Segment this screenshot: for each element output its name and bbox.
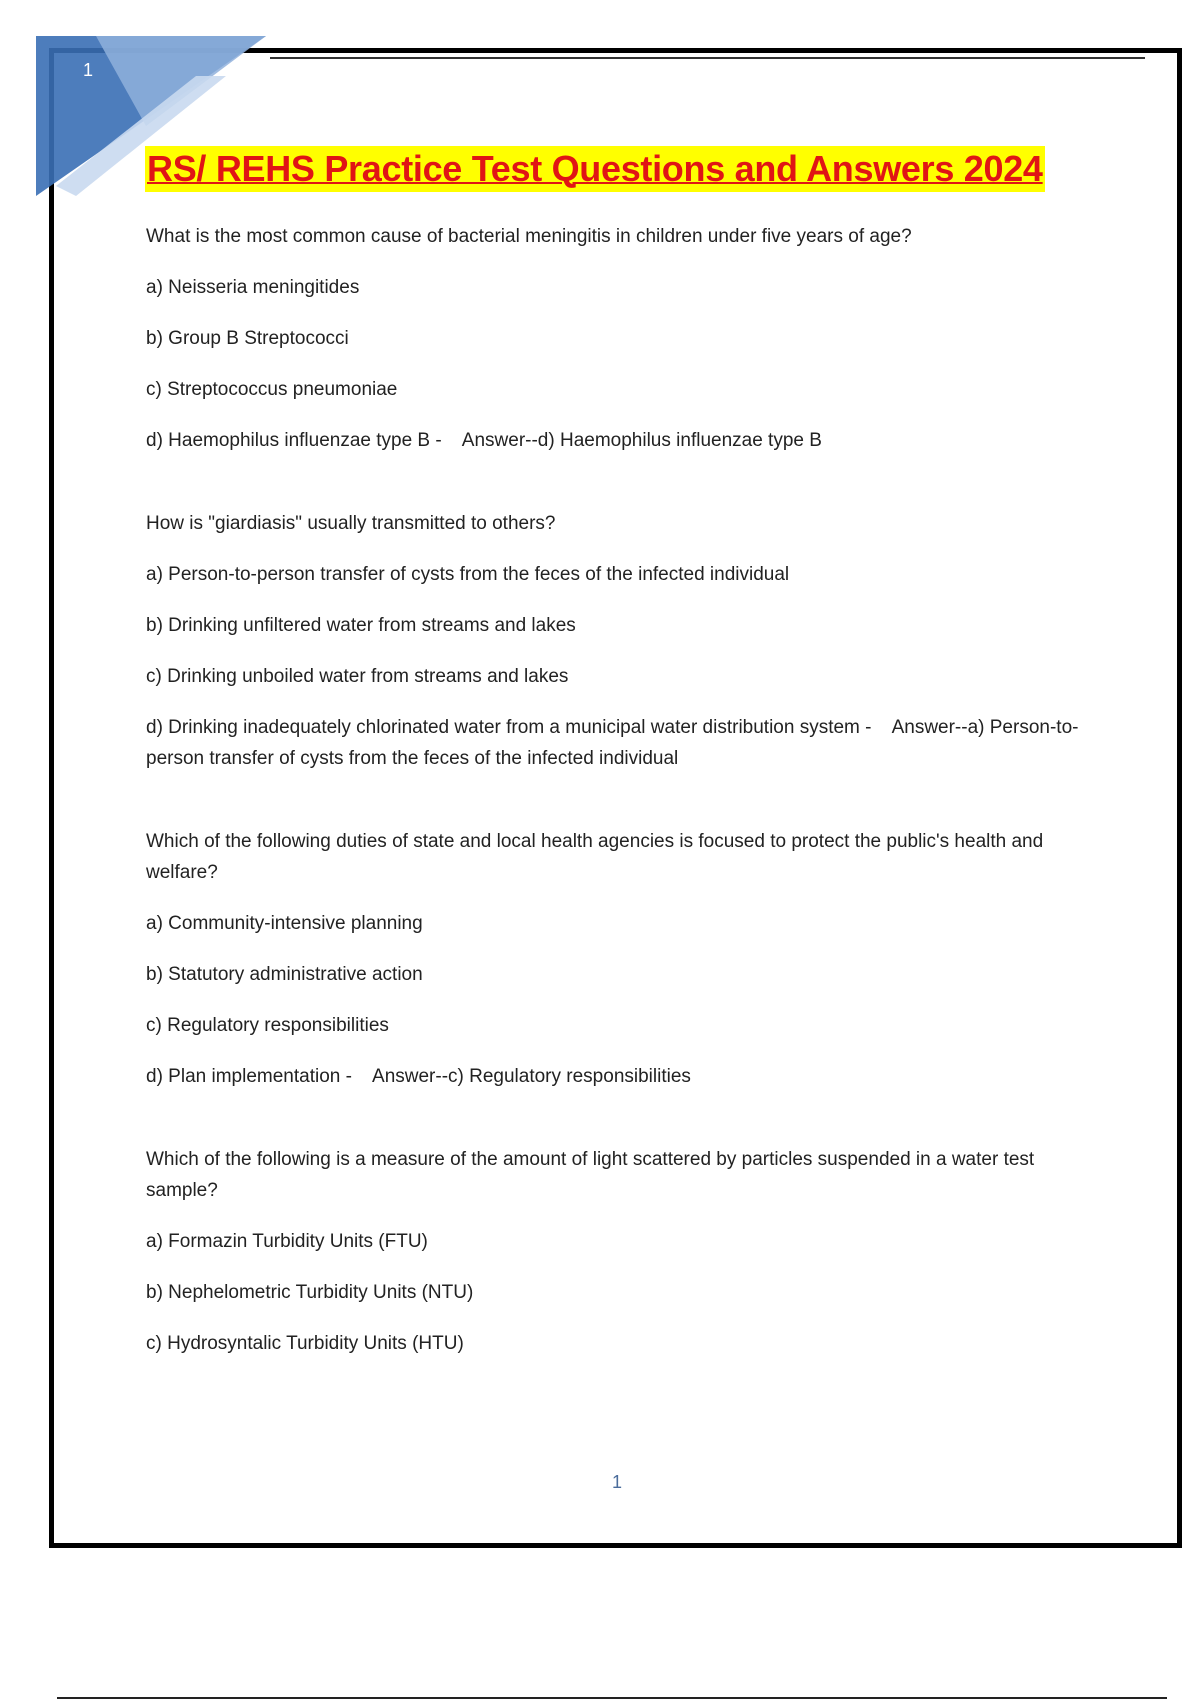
question-text: What is the most common cause of bacterial meningitis in children under five years of age? [146,226,912,247]
question-block [146,1144,1086,1359]
correct-answer: Answer--c) Regulatory responsibilities [372,1066,691,1087]
answer-option-last: d) Plan implementation - [146,1066,352,1087]
answer-option-with-key [146,1061,1086,1092]
answer-option: b) Drinking unfiltered water from streams and lakes [146,615,576,636]
questions-list [146,221,1086,1411]
answer-option-with-key [146,425,1086,456]
question-block [146,221,1086,456]
answer-option: c) Drinking unboiled water from streams and lakes [146,666,569,687]
correct-answer: Answer--a) Person-to-person transfer of cysts from the feces of the infected individual [146,717,1079,769]
answer-option-last: d) Drinking inadequately chlorinated water from a municipal water distribution system - [146,717,872,738]
bottom-rule [57,1697,1167,1699]
answer-option: b) Nephelometric Turbidity Units (NTU) [146,1282,474,1303]
question-block [146,826,1086,1092]
corner-page-number: 1 [83,60,94,80]
answer-option: b) Group B Streptococci [146,328,349,349]
answer-option: c) Hydrosyntalic Turbidity Units (HTU) [146,1333,464,1354]
answer-option: a) Person-to-person transfer of cysts from the feces of the infected individual [146,564,790,585]
footer-page-number: 1 [611,1472,622,1492]
question-block [146,508,1086,774]
answer-option: a) Formazin Turbidity Units (FTU) [146,1231,428,1252]
answer-option: a) Neisseria meningitides [146,277,360,298]
answer-option-with-key [146,712,1086,774]
answer-option: b) Statutory administrative action [146,964,423,985]
top-rule [270,57,1145,59]
answer-option: c) Regulatory responsibilities [146,1015,389,1036]
answer-option-last: d) Haemophilus influenzae type B - [146,430,442,451]
correct-answer: Answer--d) Haemophilus influenzae type B [461,430,822,451]
document-title: RS/ REHS Practice Test Questions and Answers 2024 [145,146,1045,192]
question-text: Which of the following is a measure of the amount of light scattered by particles suspended in a water test sample? [146,1149,1035,1201]
answer-option: a) Community-intensive planning [146,913,423,934]
question-text: Which of the following duties of state and local health agencies is focused to protect the public's health and welfare? [146,831,1044,883]
answer-option: c) Streptococcus pneumoniae [146,379,398,400]
question-text: How is "giardiasis" usually transmitted to others? [146,513,556,534]
